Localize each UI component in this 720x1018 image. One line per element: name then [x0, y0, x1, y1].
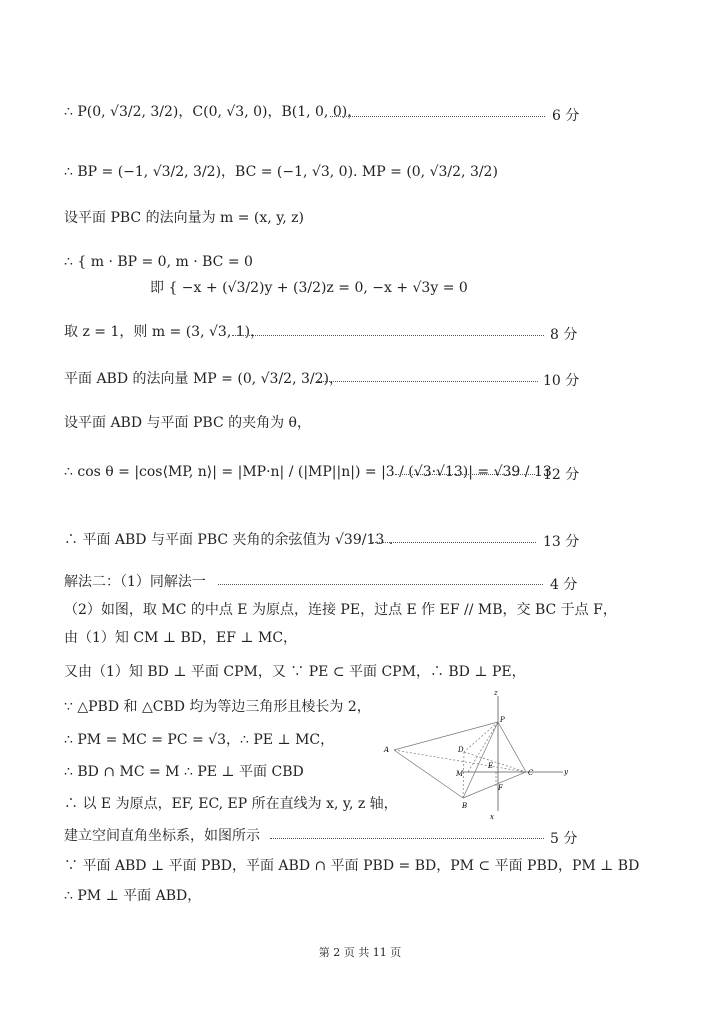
line-normal-m: 取 z = 1，则 m = (3, √3, 1)， [64, 324, 265, 340]
line-cos-theta: ∴ cos θ = |cos⟨MP, n⟩| = |MP·n| / (|MP||n|) = |3 / (√3·√13)| = √39 / 13 [64, 464, 552, 480]
line-normal-vector-intro: 设平面 PBC 的法向量为 m = (x, y, z) [64, 210, 304, 226]
score-12: 12 分 [543, 467, 580, 483]
fig-label-c: C [528, 769, 534, 777]
leader-dots [232, 335, 544, 336]
line-angle-theta: 设平面 ABD 与平面 PBC 的夹角为 θ， [64, 415, 311, 431]
line-pe-perp-plane: ∴ BD ∩ MC = M ∴ PE ⊥ 平面 CBD [64, 764, 304, 780]
coordinate-figure [378, 686, 578, 821]
fig-label-z: z [494, 689, 498, 697]
fig-label-e: E [488, 762, 494, 770]
leader-dots [395, 474, 535, 475]
fig-label-d: D [458, 746, 464, 754]
fig-label-f: F [498, 784, 503, 792]
fig-label-b: B [462, 802, 468, 810]
line-system-right: 即 { −x + (√3/2)y + (3/2)z = 0, −x + √3y = 0 [150, 280, 468, 296]
leader-dots [218, 584, 543, 585]
line-abd-normal: 平面 ABD 的法向量 MP = (0, √3/2, 3/2)， [64, 371, 343, 387]
line-system-left: ∴ { m · BP = 0, m · BC = 0 [64, 254, 253, 270]
score-5: 5 分 [550, 831, 578, 847]
fig-label-a: A [384, 746, 390, 754]
leader-dots [270, 838, 544, 839]
line-perp-facts: 由（1）知 CM ⊥ BD，EF ⊥ MC， [64, 630, 298, 646]
line-cosine-result: ∴ 平面 ABD 与平面 PBC 夹角的余弦值为 √39/13 . [64, 532, 394, 548]
fig-label-m: M [456, 770, 464, 778]
score-6: 6 分 [552, 108, 580, 124]
fig-label-y: y [564, 768, 568, 776]
leader-dots [330, 116, 545, 117]
line-equilateral: ∵ △PBD 和 △CBD 均为等边三角形且棱长为 2， [64, 699, 371, 715]
score-13: 13 分 [543, 534, 580, 550]
score-4: 4 分 [550, 577, 578, 593]
line-coords-points: ∴ P(0, √3/2, 3/2)，C(0, √3, 0)，B(1, 0, 0)， [64, 104, 362, 120]
fig-label-x: x [490, 813, 494, 821]
line-bd-perp-pe: 又由（1）知 BD ⊥ 平面 CPM，又 ∵ PE ⊂ 平面 CPM，∴ BD ⊥ PE， [64, 664, 526, 680]
page-footer: 第 2 页 共 11 页 [318, 946, 402, 959]
line-pm-perp-abd: ∴ PM ⊥ 平面 ABD， [64, 888, 202, 904]
line-vectors: ∴ BP = (−1, √3/2, 3/2)，BC = (−1, √3, 0). MP = (0, √3/2, 3/2) [64, 164, 498, 180]
line-axes: ∴ 以 E 为原点，EF, EC, EP 所在直线为 x, y, z 轴， [64, 796, 398, 812]
line-method-two: 解法二：（1）同解法一 [64, 574, 206, 590]
score-10: 10 分 [543, 373, 580, 389]
line-plane-perp: ∵ 平面 ABD ⊥ 平面 PBD，平面 ABD ∩ 平面 PBD = BD，PM ⊂ 平面 PBD，PM ⊥ BD [64, 858, 640, 874]
leader-dots [372, 542, 536, 543]
line-pm-mc-pc: ∴ PM = MC = PC = √3，∴ PE ⊥ MC， [64, 732, 335, 748]
leader-dots [318, 381, 538, 382]
score-8: 8 分 [550, 327, 578, 343]
line-coordinate-system: 建立空间直角坐标系，如图所示 [64, 828, 260, 844]
fig-label-p: P [500, 716, 505, 724]
line-construct-e: （2）如图，取 MC 的中点 E 为原点，连接 PE，过点 E 作 EF // MB，交 BC 于点 F， [64, 602, 617, 618]
